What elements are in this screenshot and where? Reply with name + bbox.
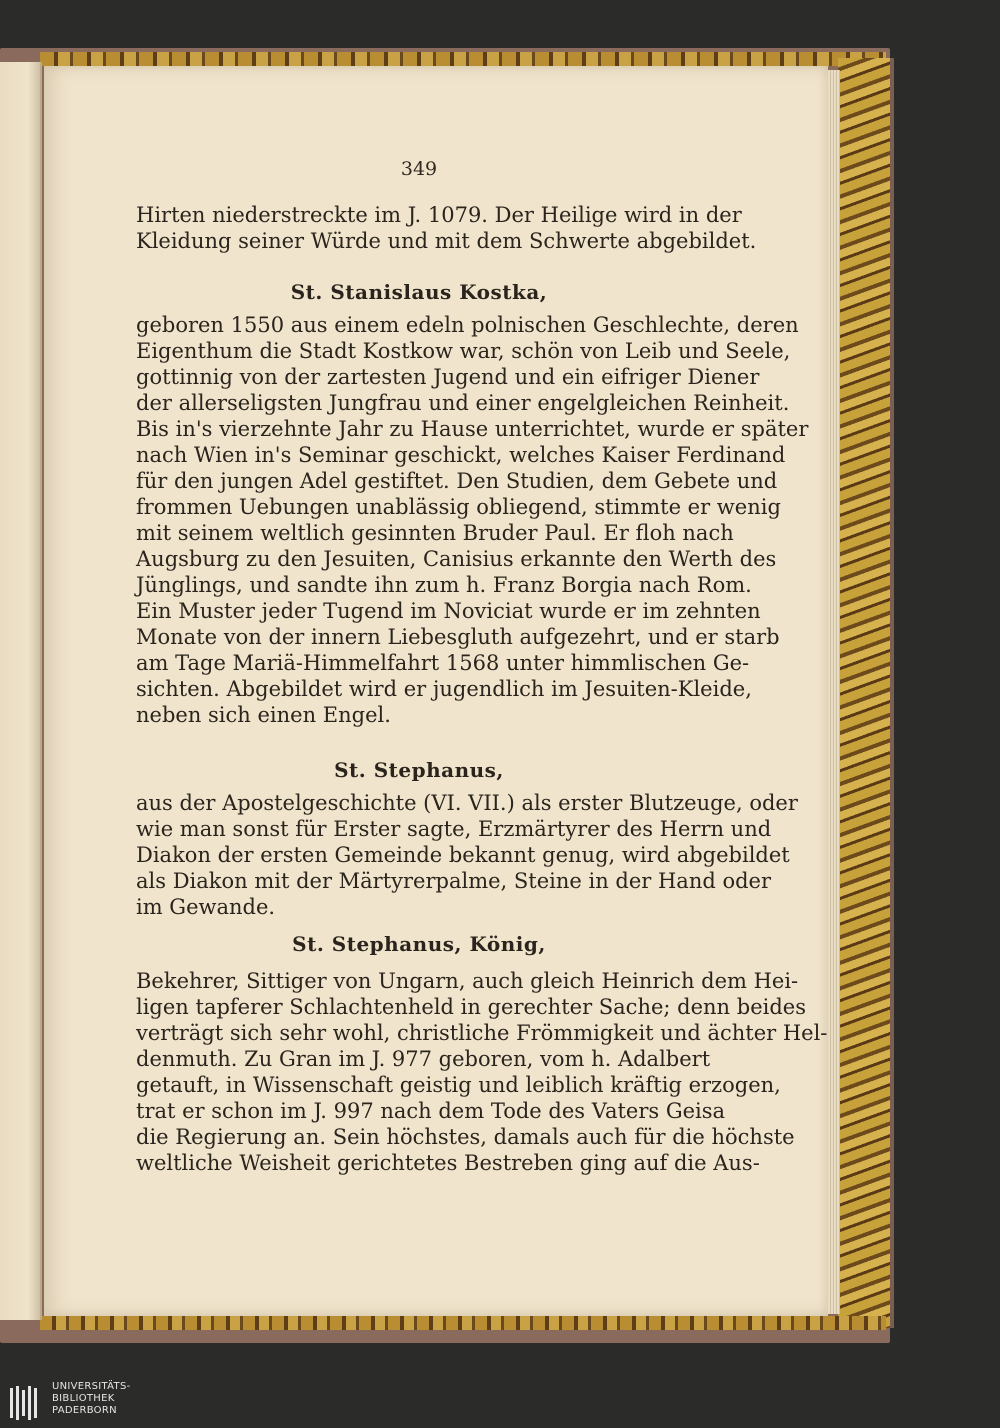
marbled-edge-right xyxy=(838,58,894,1328)
text-line: Jünglings, und sandte ihn zum h. Franz Borgia nach Rom. xyxy=(136,573,752,597)
text-line: frommen Uebungen unablässig obliegend, stimmte er wenig xyxy=(136,495,781,519)
library-logo-text xyxy=(52,1381,131,1417)
text-line: weltliche Weisheit gerichtetes Bestreben ging auf die Aus- xyxy=(136,1151,760,1175)
text-line: sichten. Abgebildet wird er jugendlich im Jesuiten-Kleide, xyxy=(136,677,752,701)
text-line: ligen tapferer Schlachtenheld in gerechter Sache; denn beides xyxy=(136,995,806,1019)
logo-line: BIBLIOTHEK xyxy=(52,1393,115,1404)
text-line: aus der Apostelgeschichte (VI. VII.) als erster Blutzeuge, oder xyxy=(136,791,798,815)
text-line: der allerseligsten Jungfrau und einer engelgleichen Reinheit. xyxy=(136,391,790,415)
text-line: die Regierung an. Sein höchstes, damals auch für die höchste xyxy=(136,1125,795,1149)
logo-line: UNIVERSITÄTS- xyxy=(52,1381,131,1392)
text-line: für den jungen Adel gestiftet. Den Studien, dem Gebete und xyxy=(136,469,778,493)
text-line: verträgt sich sehr wohl, christliche Frömmigkeit und ächter Hel- xyxy=(136,1021,828,1045)
library-logo-icon xyxy=(8,1384,44,1422)
text-line: gottinnig von der zartesten Jugend und ein eifriger Diener xyxy=(136,365,760,389)
text-line: Diakon der ersten Gemeinde bekannt genug, wird abgebildet xyxy=(136,843,790,867)
section-heading-stanislaus: St. Stanislaus Kostka, xyxy=(290,280,548,304)
text-line: denmuth. Zu Gran im J. 977 geboren, vom h. Adalbert xyxy=(136,1047,711,1071)
text-line: im Gewande. xyxy=(136,895,276,919)
section-heading-stephanus-koenig: St. Stephanus, König, xyxy=(292,932,546,956)
logo-line: PADERBORN xyxy=(52,1405,117,1416)
text-line: am Tage Mariä-Himmelfahrt 1568 unter himmlischen Ge- xyxy=(136,651,750,675)
previous-page-sliver xyxy=(0,62,42,1320)
text-line: nach Wien in's Seminar geschickt, welches Kaiser Ferdinand xyxy=(136,443,786,467)
text-line: Ein Muster jeder Tugend im Noviciat wurde er im zehnten xyxy=(136,599,761,623)
text-line: neben sich einen Engel. xyxy=(136,703,391,727)
page-number: 349 xyxy=(400,158,438,180)
text-line: geboren 1550 aus einem edeln polnischen Geschlechte, deren xyxy=(136,313,799,337)
text-line: Bekehrer, Sittiger von Ungarn, auch gleich Heinrich dem Hei- xyxy=(136,969,799,993)
text-line: trat er schon im J. 997 nach dem Tode des Vaters Geisa xyxy=(136,1099,726,1123)
text-line: Augsburg zu den Jesuiten, Canisius erkannte den Werth des xyxy=(136,547,777,571)
text-line: Kleidung seiner Würde und mit dem Schwerte abgebildet. xyxy=(136,229,757,253)
text-line: Bis in's vierzehnte Jahr zu Hause unterrichtet, wurde er später xyxy=(136,417,809,441)
text-line: wie man sonst für Erster sagte, Erzmärtyrer des Herrn und xyxy=(136,817,772,841)
text-line: Eigenthum die Stadt Kostkow war, schön von Leib und Seele, xyxy=(136,339,791,363)
page-stack-edge xyxy=(828,70,840,1314)
section-heading-stephanus: St. Stephanus, xyxy=(334,758,504,782)
text-line: getauft, in Wissenschaft geistig und leiblich kräftig erzogen, xyxy=(136,1073,781,1097)
book-page xyxy=(44,66,828,1316)
text-line: als Diakon mit der Märtyrerpalme, Steine in der Hand oder xyxy=(136,869,772,893)
marbled-edge-top xyxy=(40,52,886,66)
marbled-edge-bottom xyxy=(40,1316,886,1330)
text-line: Monate von der innern Liebesgluth aufgezehrt, und er starb xyxy=(136,625,780,649)
text-line: Hirten niederstreckte im J. 1079. Der Heilige wird in der xyxy=(136,203,742,227)
text-line: mit seinem weltlich gesinnten Bruder Paul. Er floh nach xyxy=(136,521,734,545)
library-footer xyxy=(0,1378,1000,1428)
